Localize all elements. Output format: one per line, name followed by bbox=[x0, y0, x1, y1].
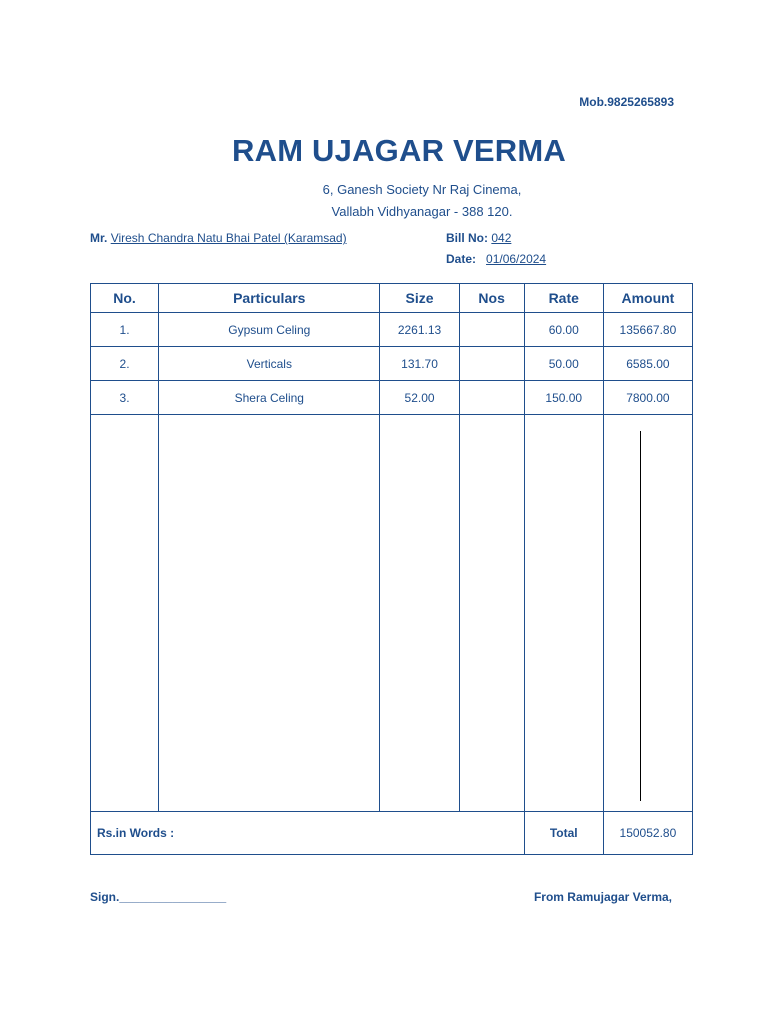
header-particulars: Particulars bbox=[159, 284, 380, 313]
cell-size: 131.70 bbox=[380, 347, 459, 381]
cell-no: 3. bbox=[91, 381, 159, 415]
table-blank-row bbox=[91, 415, 693, 812]
blank-cell-amount bbox=[603, 415, 692, 812]
cell-no: 1. bbox=[91, 313, 159, 347]
cell-amount: 6585.00 bbox=[603, 347, 692, 381]
total-value: 150052.80 bbox=[603, 812, 692, 855]
cell-size: 52.00 bbox=[380, 381, 459, 415]
cell-rate: 150.00 bbox=[524, 381, 603, 415]
from-line: From Ramujagar Verma, bbox=[533, 890, 672, 904]
cell-no: 2. bbox=[91, 347, 159, 381]
header-size: Size bbox=[380, 284, 459, 313]
bill-date-label: Date: bbox=[446, 252, 477, 266]
cell-size: 2261.13 bbox=[380, 313, 459, 347]
bill-date-line bbox=[446, 252, 546, 266]
header-amount: Amount bbox=[603, 284, 692, 313]
bill-number: 042 bbox=[491, 231, 512, 245]
header-no: No. bbox=[91, 284, 159, 313]
blank-cell bbox=[91, 415, 159, 812]
blank-cell bbox=[159, 415, 380, 812]
header-nos: Nos bbox=[459, 284, 524, 313]
items-table bbox=[90, 283, 693, 855]
signature-line: Sign.________________ bbox=[90, 890, 227, 904]
cell-particulars: Shera Celing bbox=[159, 381, 380, 415]
customer-label: Mr. bbox=[90, 231, 108, 245]
customer-line bbox=[90, 231, 347, 245]
bill-date: 01/06/2024 bbox=[486, 252, 547, 266]
business-name: RAM UJAGAR VERMA bbox=[232, 133, 566, 168]
table-row bbox=[91, 313, 693, 347]
cell-nos bbox=[459, 313, 524, 347]
blank-cell bbox=[459, 415, 524, 812]
address-line-1: 6, Ganesh Society Nr Raj Cinema, bbox=[322, 182, 522, 197]
amount-strike-line bbox=[640, 431, 641, 801]
cell-particulars: Gypsum Celing bbox=[159, 313, 380, 347]
mobile-number: Mob.9825265893 bbox=[579, 95, 674, 109]
cell-amount: 135667.80 bbox=[603, 313, 692, 347]
table-total-row bbox=[91, 812, 693, 855]
address-line-2: Vallabh Vidhyanagar - 388 120. bbox=[331, 204, 513, 219]
blank-cell bbox=[380, 415, 459, 812]
blank-cell bbox=[524, 415, 603, 812]
cell-rate: 60.00 bbox=[524, 313, 603, 347]
bill-number-label: Bill No: bbox=[446, 231, 488, 245]
table-header-row bbox=[91, 284, 693, 313]
customer-name: Viresh Chandra Natu Bhai Patel (Karamsad) bbox=[110, 231, 347, 245]
header-rate: Rate bbox=[524, 284, 603, 313]
cell-particulars: Verticals bbox=[159, 347, 380, 381]
table-row bbox=[91, 347, 693, 381]
cell-amount: 7800.00 bbox=[603, 381, 692, 415]
cell-nos bbox=[459, 381, 524, 415]
bill-number-line bbox=[446, 231, 511, 245]
amount-in-words-label: Rs.in Words : bbox=[91, 812, 525, 855]
cell-nos bbox=[459, 347, 524, 381]
total-label: Total bbox=[524, 812, 603, 855]
cell-rate: 50.00 bbox=[524, 347, 603, 381]
table-row bbox=[91, 381, 693, 415]
